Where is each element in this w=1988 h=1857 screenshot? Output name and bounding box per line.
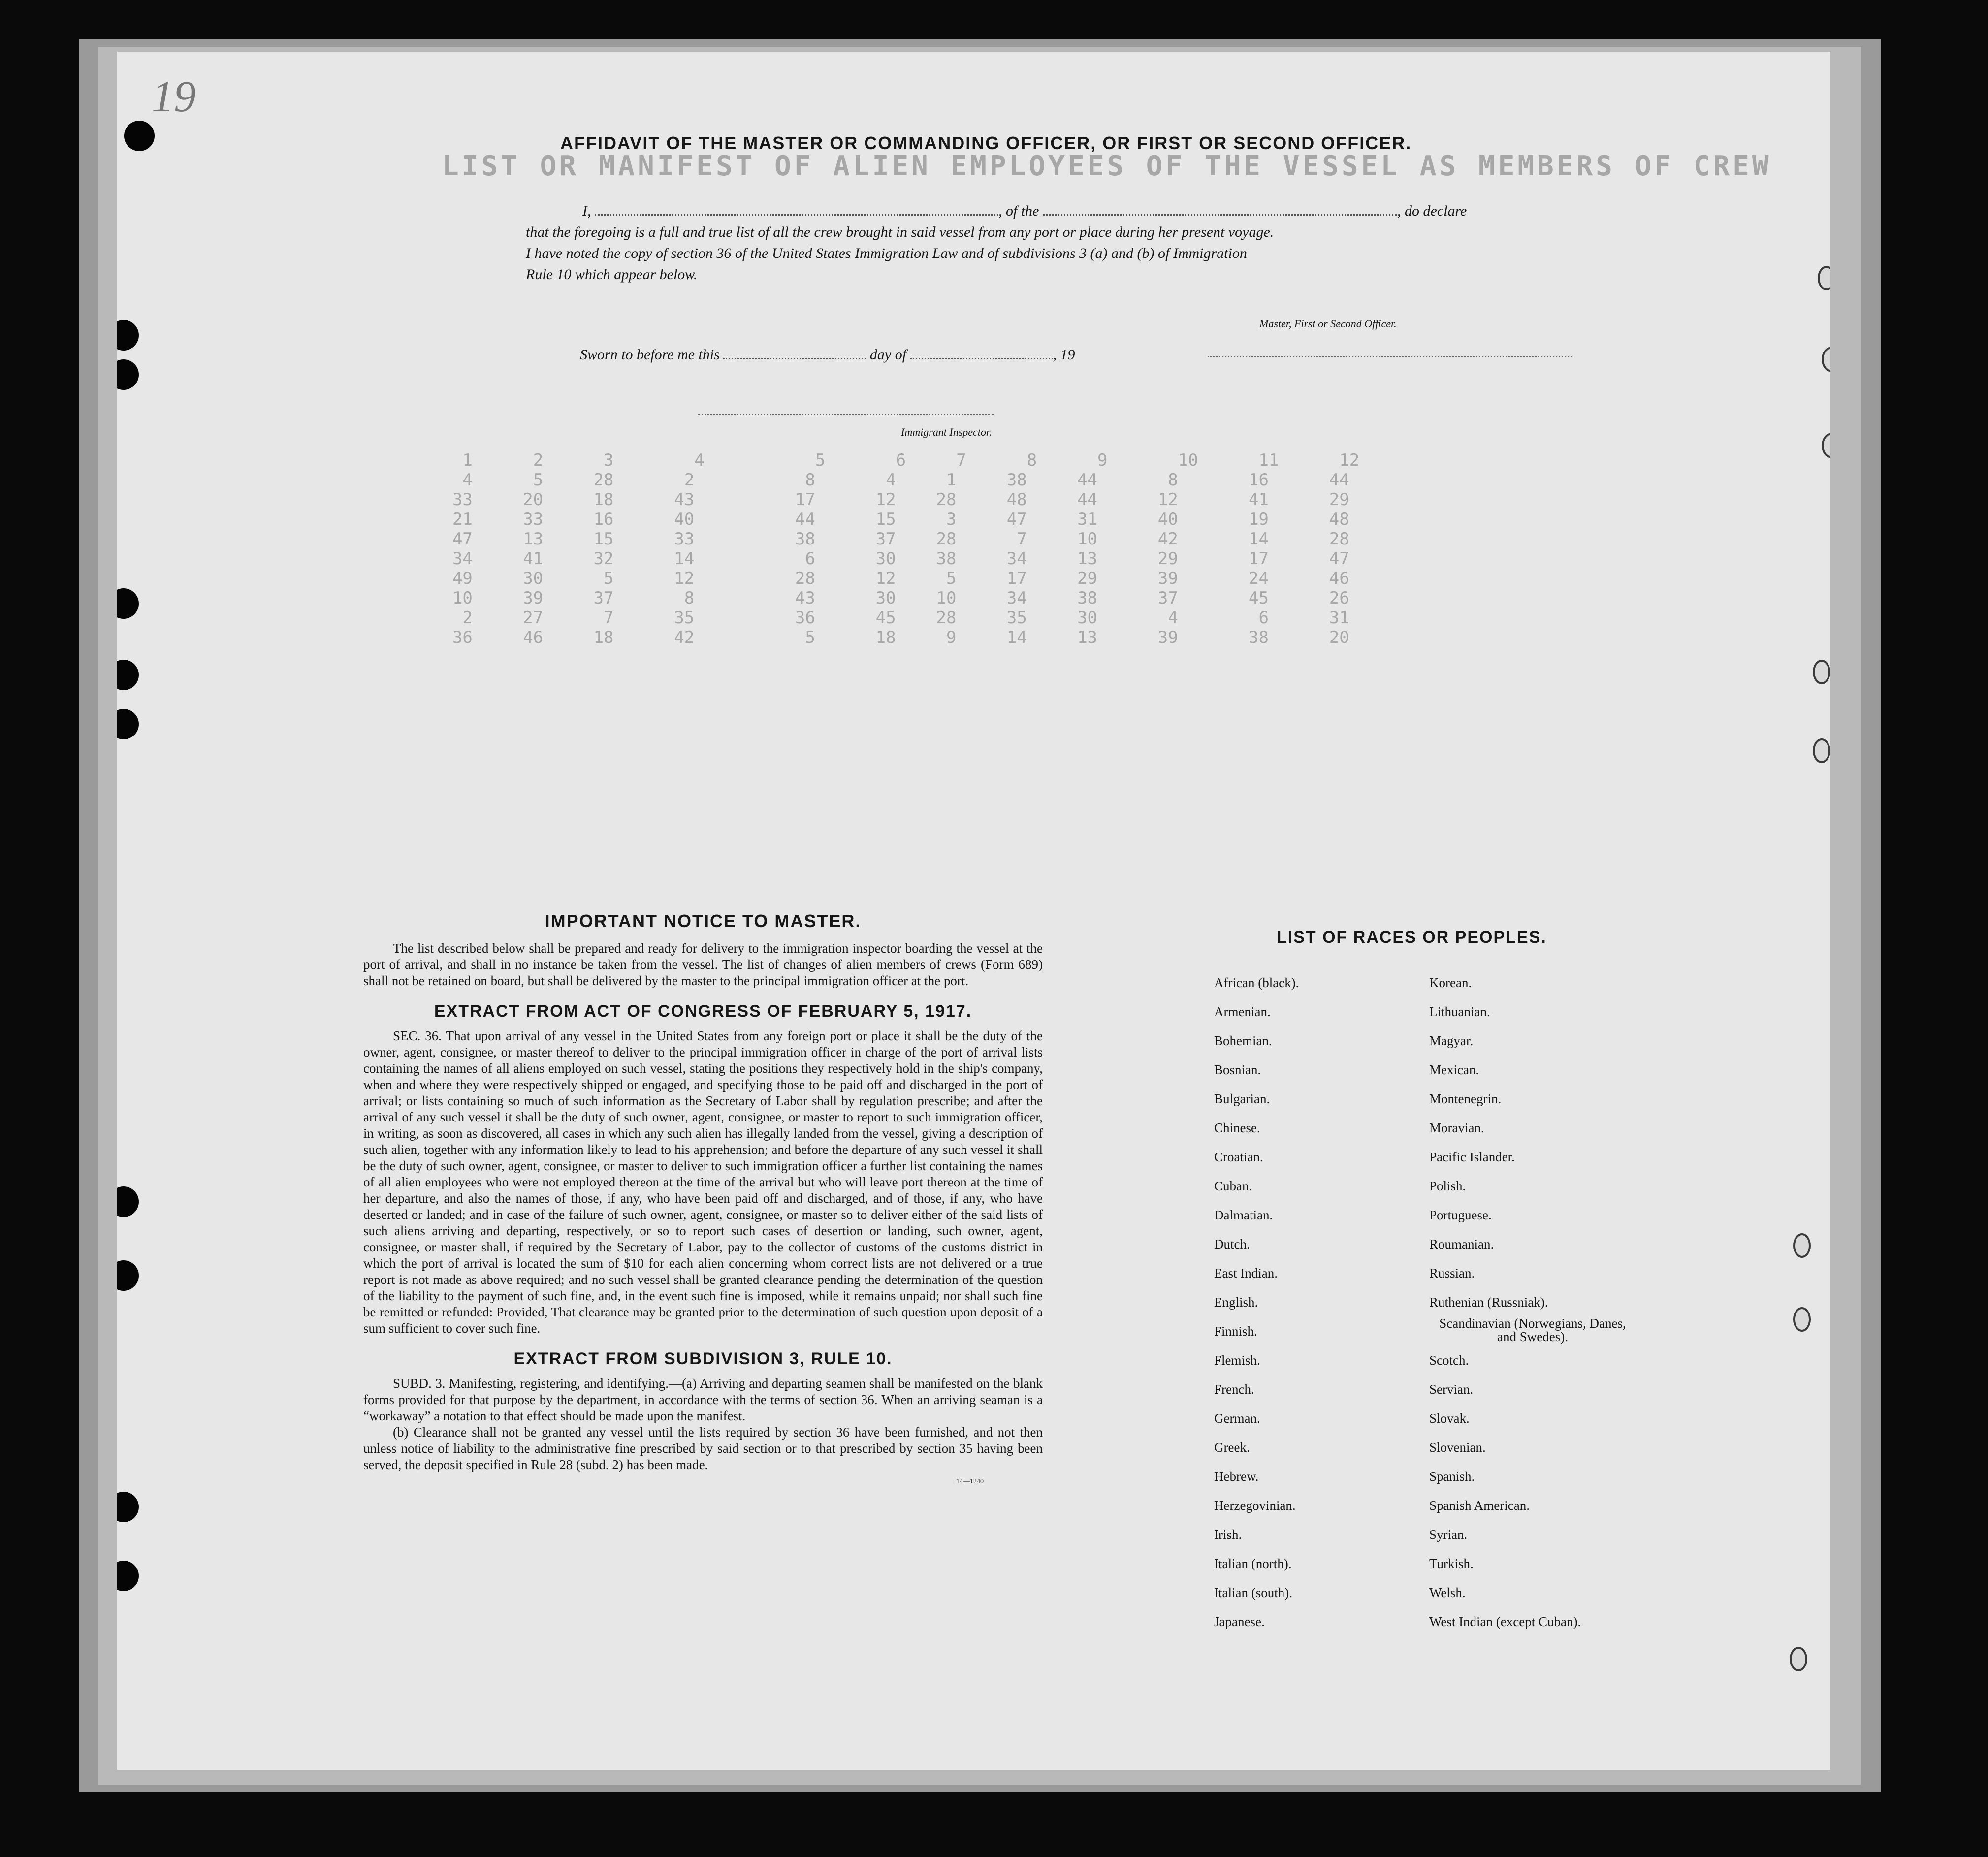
race-item: Spanish American. bbox=[1429, 1498, 1530, 1513]
day-of-label: day of bbox=[869, 347, 907, 363]
rule-extract-title: EXTRACT FROM SUBDIVISION 3, RULE 10. bbox=[513, 1349, 893, 1368]
race-item: Bulgarian. bbox=[1214, 1091, 1270, 1106]
race-item: African (black). bbox=[1214, 975, 1299, 990]
race-item: Magyar. bbox=[1429, 1033, 1474, 1048]
affidavit-line-4: Rule 10 which appear below. bbox=[526, 266, 698, 283]
race-item: Armenian. bbox=[1214, 1004, 1271, 1019]
race-item: Syrian. bbox=[1429, 1527, 1468, 1542]
race-item: West Indian (except Cuban). bbox=[1429, 1614, 1581, 1629]
race-item: Cuban. bbox=[1214, 1179, 1252, 1193]
sworn-line bbox=[580, 343, 1075, 363]
punch-mark bbox=[1790, 1647, 1807, 1671]
bleed-through-table: 1 2 3 4 5 6 7 8 9 10 11 12 4 5 28 2 8 4 1 38 44 8 16 44 33 20 18 43 17 12 28 48 44 12 41 29 21 33 16 40 44 15 3 47 31 40 19 48 47 13 15 33 38 37 28 7 10 42 14 28 34 41 32 14 6 30 38 34 13 29 17 47 49 30 5 12 28 12 5 17 29 39 24 46 10 39 37 8 43 30 10 34 38 37 45 26 2 27 7 35 36 45 28 35 30 4 6 31 36 46 18 42 5 18 9 14 13 39 38 20 bbox=[452, 450, 1360, 647]
race-item: Italian (north). bbox=[1214, 1556, 1292, 1571]
notice-column bbox=[363, 911, 1043, 1486]
binder-hole bbox=[117, 1186, 139, 1217]
race-item: Servian. bbox=[1429, 1382, 1474, 1397]
binder-hole bbox=[117, 588, 139, 619]
race-item: Flemish. bbox=[1214, 1353, 1260, 1368]
punch-mark bbox=[1818, 266, 1830, 290]
act-extract-title: EXTRACT FROM ACT OF CONGRESS OF FEBRUARY 5, 1917. bbox=[434, 1002, 972, 1021]
rule-extract-text-b: (b) Clearance shall not be granted any vessel until the lists required by section 36 have been furnished, and not then unless notice of liability to the administrative fine prescribed by said section or to that prescribed by section 35 having been served, the deposit specified in Rule 28 (subd. 2) has been made. bbox=[363, 1425, 1043, 1472]
punch-mark bbox=[1813, 738, 1830, 763]
race-item: Portuguese. bbox=[1429, 1208, 1492, 1222]
inspector-label: Immigrant Inspector. bbox=[901, 426, 992, 438]
affidavit-do-declare: , do declare bbox=[1397, 203, 1467, 219]
race-item: Ruthenian (Russniak). bbox=[1429, 1295, 1548, 1310]
race-item: Polish. bbox=[1429, 1179, 1466, 1193]
race-item: Dalmatian. bbox=[1214, 1208, 1273, 1222]
master-signature-label: Master, First or Second Officer. bbox=[1259, 318, 1397, 330]
rule-extract-text-a: SUBD. 3. Manifesting, registering, and identifying.—(a) Arriving and departing seamen shall be manifested on the blank forms provided for that purpose by the department, in accordance with the terms of section 36. When an arriving seaman is a “workaway” a notation to that effect should be made upon the manifest. bbox=[363, 1376, 1043, 1423]
sworn-month-blank[interactable] bbox=[910, 343, 1053, 359]
race-item: French. bbox=[1214, 1382, 1254, 1397]
race-item: Moravian. bbox=[1429, 1121, 1484, 1135]
binder-hole bbox=[117, 359, 139, 390]
race-item: Spanish. bbox=[1429, 1469, 1475, 1484]
race-item: Croatian. bbox=[1214, 1150, 1263, 1164]
race-item: Welsh. bbox=[1429, 1585, 1466, 1600]
binder-hole bbox=[117, 660, 139, 690]
margin-number: 19 bbox=[152, 72, 196, 121]
race-item: Dutch. bbox=[1214, 1237, 1250, 1251]
affidavit-line-3: I have noted the copy of section 36 of the United States Immigration Law and of subdivisions 3 (a) and (b) of Immigration bbox=[526, 245, 1247, 261]
race-item: Greek. bbox=[1214, 1440, 1250, 1455]
affidavit-title: AFFIDAVIT OF THE MASTER OR COMMANDING OFFICER, OR FIRST OR SECOND OFFICER. bbox=[560, 133, 1412, 153]
race-item: Roumanian. bbox=[1429, 1237, 1494, 1251]
document-page bbox=[117, 52, 1830, 1770]
race-item: German. bbox=[1214, 1411, 1260, 1426]
binder-hole bbox=[117, 1561, 139, 1591]
notice-text: The list described below shall be prepared and ready for delivery to the immigration inspector boarding the vessel at the port of arrival, and shall in no instance be taken from the vessel. The list of changes of alien members of crews (Form 689) shall not be retained on board, but shall be delivered by the master to the principal immigration officer at the port. bbox=[363, 941, 1043, 988]
affidavit-of-the: , of the bbox=[998, 203, 1039, 219]
races-right-list bbox=[1429, 968, 1705, 1636]
punch-mark bbox=[1822, 347, 1830, 372]
race-item: Slovenian. bbox=[1429, 1440, 1486, 1455]
punch-mark bbox=[1822, 433, 1830, 458]
race-item: Turkish. bbox=[1429, 1556, 1474, 1571]
punch-mark bbox=[1793, 1233, 1811, 1258]
binder-hole bbox=[117, 320, 139, 351]
race-item: Lithuanian. bbox=[1429, 1004, 1490, 1019]
race-item: Chinese. bbox=[1214, 1121, 1260, 1135]
race-item: Japanese. bbox=[1214, 1614, 1265, 1629]
race-item: Bohemian. bbox=[1214, 1033, 1272, 1048]
act-extract-text: SEC. 36. That upon arrival of any vessel in the United States from any foreign port or place it shall be the duty of the owner, agent, consignee, or master thereof to deliver to the principal immigration officer in charge of the port of arrival lists containing the names of all aliens employed on such vessel, stating the positions they respectively hold in the ship's company, when and where they were respectively shipped or engaged, and specifying those to be paid off and discharged in the port of arrival; or lists containing so much of such information as the Secretary of Labor shall by regulation prescribe; and after the arrival of any such vessel it shall be the duty of such owner, agent, consignee, or master to report to such immigration officer, in writing, as soon as discovered, all cases in which any such alien has illegally landed from the vessel, giving a description of such alien, together with any information likely to lead to his apprehension; and before the departure of any such vessel it shall be the duty of such owner, agent, consignee, or master to deliver to such immigration officer a further list containing the names of all alien employees who were not employed thereon at the time of the arrival but who will leave port thereon at the time of her departure, and also the names of those, if any, who have been paid off and discharged, and of those, if any, who have deserted or landed; and in case of the failure of such owner, agent, consignee, or master so to deliver either of the said lists of such aliens arriving and departing, respectively, or so to report such cases of desertion or landing, such owner, agent, consignee, or master shall, if required by the Secretary of Labor, pay to the collector of customs of the customs district in which the port of arrival is located the sum of $10 for each alien concerning whom correct lists are not delivered or a true report is not made as above required; and no such vessel shall be granted clearance pending the determination of the question of the liability to the payment of such fine, and, in the event such fine is imposed, while it remains unpaid; nor shall such fine be remitted or refunded: Provided, That clearance may be granted prior to the determination of such question upon deposit of a sum sufficient to cover such fine. bbox=[363, 1028, 1043, 1336]
race-item: Bosnian. bbox=[1214, 1062, 1261, 1077]
punch-mark bbox=[1793, 1307, 1811, 1332]
year-label: , 19 bbox=[1053, 347, 1075, 363]
race-item: East Indian. bbox=[1214, 1266, 1278, 1281]
race-item: English. bbox=[1214, 1295, 1258, 1310]
binder-hole bbox=[117, 1260, 139, 1291]
race-item: Slovak. bbox=[1429, 1411, 1470, 1426]
sworn-label: Sworn to before me this bbox=[580, 347, 720, 363]
race-item: Scandinavian (Norwegians, Danes, and Swedes). bbox=[1439, 1316, 1626, 1344]
name-blank[interactable] bbox=[595, 199, 998, 216]
affidavit-declaration-line bbox=[582, 199, 1467, 220]
form-number: 14—1240 bbox=[956, 1478, 984, 1485]
race-item: Mexican. bbox=[1429, 1062, 1479, 1077]
master-signature-line[interactable] bbox=[1208, 356, 1572, 357]
binder-hole bbox=[124, 121, 155, 151]
bleed-through-heading: LIST OR MANIFEST OF ALIEN EMPLOYEES OF THE VESSEL AS MEMBERS OF CREW bbox=[442, 150, 1772, 182]
affidavit-line-2: that the foregoing is a full and true list of all the crew brought in said vessel from any port or place during her present voyage. bbox=[526, 224, 1274, 240]
sworn-day-blank[interactable] bbox=[723, 343, 866, 359]
race-item: Italian (south). bbox=[1214, 1585, 1292, 1600]
race-item: Russian. bbox=[1429, 1266, 1475, 1281]
vessel-blank[interactable] bbox=[1043, 199, 1397, 216]
race-item: Hebrew. bbox=[1214, 1469, 1259, 1484]
notice-title: IMPORTANT NOTICE TO MASTER. bbox=[545, 911, 862, 931]
punch-mark bbox=[1813, 660, 1830, 684]
affidavit-i: I, bbox=[582, 203, 591, 219]
races-title: LIST OF RACES OR PEOPLES. bbox=[1277, 928, 1547, 947]
race-item: Scotch. bbox=[1429, 1353, 1469, 1368]
race-item: Korean. bbox=[1429, 975, 1472, 990]
race-item: Finnish. bbox=[1214, 1324, 1257, 1339]
race-item: Montenegrin. bbox=[1429, 1091, 1502, 1106]
races-left-list bbox=[1214, 968, 1441, 1636]
inspector-signature-line[interactable] bbox=[698, 414, 994, 415]
affidavit-body bbox=[526, 222, 1584, 285]
race-item: Herzegovinian. bbox=[1214, 1498, 1296, 1513]
binder-hole bbox=[117, 1492, 139, 1522]
binder-hole bbox=[117, 709, 139, 739]
race-item: Pacific Islander. bbox=[1429, 1150, 1515, 1164]
race-item: Irish. bbox=[1214, 1527, 1242, 1542]
